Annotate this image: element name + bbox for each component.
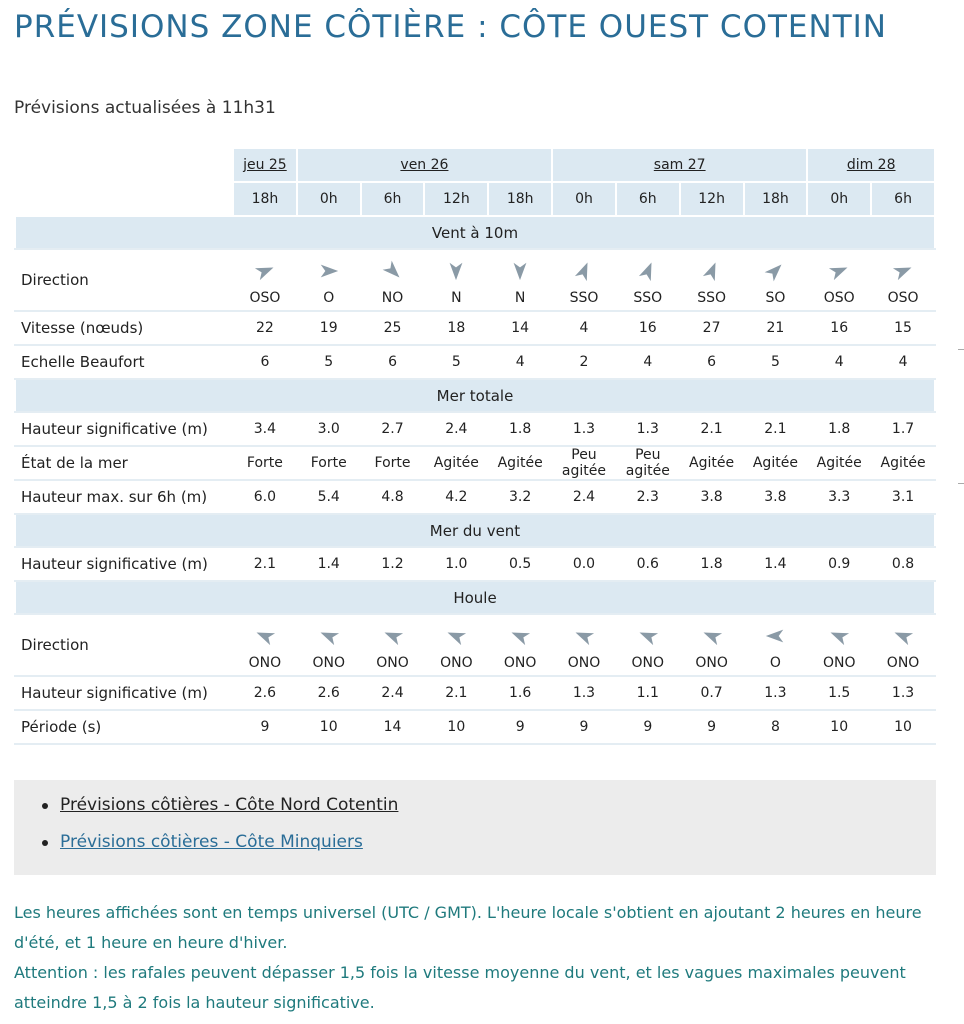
- direction-cell: [233, 614, 297, 676]
- table-cell: 2.6: [233, 676, 297, 710]
- direction-text: ONO: [822, 655, 856, 671]
- table-cell: 5: [744, 345, 808, 379]
- table-cell: 1.3: [616, 412, 680, 446]
- table-cell: 1.3: [552, 412, 616, 446]
- table-cell: Agitée: [871, 446, 935, 480]
- direction-cell: [424, 249, 488, 311]
- table-cell: 0.9: [807, 547, 871, 581]
- edge-mark: [958, 483, 964, 484]
- hour-header: 18h: [488, 182, 552, 216]
- table-cell: 1.3: [552, 676, 616, 710]
- table-cell: 0.6: [616, 547, 680, 581]
- list-item: [42, 831, 936, 853]
- direction-cell: [488, 249, 552, 311]
- table-cell: 2.1: [233, 547, 297, 581]
- table-cell: 1.8: [807, 412, 871, 446]
- table-cell: Agitée: [488, 446, 552, 480]
- table-cell: 6: [361, 345, 425, 379]
- row-label: Echelle Beaufort: [15, 345, 233, 379]
- table-cell: 3.3: [807, 480, 871, 514]
- table-cell: 1.8: [680, 547, 744, 581]
- swell-height-row: [15, 676, 935, 710]
- table-cell: 4: [488, 345, 552, 379]
- table-cell: Agitée: [680, 446, 744, 480]
- row-label: Vitesse (nœuds): [15, 311, 233, 345]
- table-cell: 0.7: [680, 676, 744, 710]
- hour-header: 0h: [552, 182, 616, 216]
- wind-direction-row: [15, 249, 935, 311]
- day-header: sam 27: [552, 148, 807, 182]
- swell-direction-arrow-icon: [828, 625, 850, 647]
- swell-direction-arrow-icon: [764, 625, 786, 647]
- table-cell: 1.5: [807, 676, 871, 710]
- table-cell: 1.6: [488, 676, 552, 710]
- table-cell: 10: [424, 710, 488, 744]
- wind-direction-arrow-icon: [509, 260, 531, 282]
- row-label: État de la mer: [15, 446, 233, 480]
- table-cell: Forte: [233, 446, 297, 480]
- direction-text: SO: [765, 290, 786, 306]
- direction-cell: [616, 614, 680, 676]
- row-label: Hauteur max. sur 6h (m): [15, 480, 233, 514]
- direction-text: ONO: [248, 655, 282, 671]
- sea-state-row: [15, 446, 935, 480]
- wind-direction-arrow-icon: [828, 260, 850, 282]
- table-cell: 9: [680, 710, 744, 744]
- direction-cell: [297, 614, 361, 676]
- swell-direction-arrow-icon: [445, 625, 467, 647]
- swell-direction-arrow-icon: [254, 625, 276, 647]
- row-label: Hauteur significative (m): [15, 547, 233, 581]
- direction-text: OSO: [249, 290, 281, 306]
- table-cell: 9: [552, 710, 616, 744]
- note-utc: Les heures affichées sont en temps universel (UTC / GMT). L'heure locale s'obtient en ajoutant 2 heures en heure d'été, et 1 heure en heure d'hiver.: [14, 903, 922, 952]
- table-cell: 16: [616, 311, 680, 345]
- table-cell: 1.1: [616, 676, 680, 710]
- table-cell: 2: [552, 345, 616, 379]
- swell-period-row: [15, 710, 935, 744]
- link-minquiers[interactable]: Prévisions côtières - Côte Minquiers: [60, 832, 363, 852]
- direction-cell: [871, 614, 935, 676]
- direction-text: ONO: [440, 655, 473, 671]
- table-cell: 22: [233, 311, 297, 345]
- table-cell: 10: [297, 710, 361, 744]
- direction-cell: [680, 614, 744, 676]
- table-cell: 1.4: [297, 547, 361, 581]
- page-title: PRÉVISIONS ZONE CÔTIÈRE : CÔTE OUEST COTENTIN: [14, 9, 887, 45]
- table-cell: 1.7: [871, 412, 935, 446]
- hour-header: 6h: [361, 182, 425, 216]
- hour-header: 18h: [744, 182, 808, 216]
- table-cell: 2.1: [424, 676, 488, 710]
- table-cell: 2.7: [361, 412, 425, 446]
- direction-text: O: [323, 290, 335, 306]
- table-cell: 4: [871, 345, 935, 379]
- section-title: Mer du vent: [15, 514, 935, 547]
- direction-text: N: [451, 290, 462, 306]
- direction-cell: [871, 249, 935, 311]
- day-header: dim 28: [807, 148, 935, 182]
- wind-speed-row: [15, 311, 935, 345]
- direction-text: SSO: [697, 290, 726, 306]
- section-total-sea: [15, 379, 935, 412]
- wind-direction-arrow-icon: [701, 260, 723, 282]
- direction-text: OSO: [887, 290, 919, 306]
- direction-cell: [744, 249, 808, 311]
- table-cell: 14: [361, 710, 425, 744]
- section-wind: [15, 216, 935, 249]
- days-row: [15, 148, 935, 182]
- table-cell: 14: [488, 311, 552, 345]
- table-cell: 0.5: [488, 547, 552, 581]
- hour-header: 12h: [424, 182, 488, 216]
- direction-cell: [552, 614, 616, 676]
- list-item: [42, 794, 936, 816]
- table-cell: 1.2: [361, 547, 425, 581]
- direction-text: ONO: [695, 655, 728, 671]
- swell-direction-arrow-icon: [701, 625, 723, 647]
- direction-cell: [744, 614, 808, 676]
- table-cell: 9: [488, 710, 552, 744]
- wind-direction-arrow-icon: [892, 260, 914, 282]
- hour-header: 0h: [297, 182, 361, 216]
- table-cell: 4: [807, 345, 871, 379]
- row-label: Hauteur significative (m): [15, 412, 233, 446]
- wind-sea-height-row: [15, 547, 935, 581]
- related-links: [14, 780, 936, 875]
- wind-direction-arrow-icon: [637, 260, 659, 282]
- table-cell: 1.3: [871, 676, 935, 710]
- table-cell: 9: [616, 710, 680, 744]
- table-cell: 3.4: [233, 412, 297, 446]
- table-cell: 9: [233, 710, 297, 744]
- direction-cell: [807, 614, 871, 676]
- swell-direction-arrow-icon: [573, 625, 595, 647]
- section-swell: [15, 581, 935, 614]
- row-label: Direction: [15, 249, 233, 311]
- table-cell: Forte: [361, 446, 425, 480]
- table-cell: 2.1: [680, 412, 744, 446]
- wind-direction-arrow-icon: [445, 260, 467, 282]
- direction-cell: [424, 614, 488, 676]
- table-cell: 2.4: [552, 480, 616, 514]
- hour-header: 0h: [807, 182, 871, 216]
- row-label: Hauteur significative (m): [15, 676, 233, 710]
- wind-direction-arrow-icon: [764, 260, 786, 282]
- direction-cell: [297, 249, 361, 311]
- table-cell: 3.0: [297, 412, 361, 446]
- hours-row: [15, 182, 935, 216]
- direction-cell: [680, 249, 744, 311]
- direction-text: ONO: [503, 655, 537, 671]
- swell-direction-arrow-icon: [382, 625, 404, 647]
- table-cell: Agitée: [744, 446, 808, 480]
- swell-direction-arrow-icon: [637, 625, 659, 647]
- section-title: Houle: [15, 581, 935, 614]
- notes: [14, 898, 944, 1018]
- table-cell: 3.8: [744, 480, 808, 514]
- table-cell: 4.8: [361, 480, 425, 514]
- direction-text: SSO: [633, 290, 663, 306]
- table-cell: 19: [297, 311, 361, 345]
- table-cell: Forte: [297, 446, 361, 480]
- table-cell: Agitée: [424, 446, 488, 480]
- hour-header: 12h: [680, 182, 744, 216]
- direction-text: O: [769, 655, 781, 671]
- section-wind-sea: [15, 514, 935, 547]
- direction-cell: [361, 614, 425, 676]
- table-cell: 1.8: [488, 412, 552, 446]
- table-cell: Peu agitée: [552, 446, 616, 480]
- swell-direction-row: [15, 614, 935, 676]
- table-cell: 1.0: [424, 547, 488, 581]
- table-cell: 10: [871, 710, 935, 744]
- wind-direction-arrow-icon: [254, 260, 276, 282]
- direction-text: OSO: [823, 290, 855, 306]
- update-time: Prévisions actualisées à 11h31: [14, 98, 276, 118]
- table-cell: 1.4: [744, 547, 808, 581]
- table-cell: Agitée: [807, 446, 871, 480]
- day-header: ven 26: [297, 148, 552, 182]
- edge-mark: [958, 349, 964, 350]
- table-cell: 6: [680, 345, 744, 379]
- swell-direction-arrow-icon: [892, 625, 914, 647]
- direction-cell: [616, 249, 680, 311]
- direction-text: ONO: [312, 655, 345, 671]
- wind-direction-arrow-icon: [573, 260, 595, 282]
- table-cell: 15: [871, 311, 935, 345]
- table-cell: 5: [424, 345, 488, 379]
- hour-header: 6h: [871, 182, 935, 216]
- table-cell: 5.4: [297, 480, 361, 514]
- table-cell: 6: [233, 345, 297, 379]
- table-cell: 0.8: [871, 547, 935, 581]
- direction-text: ONO: [631, 655, 665, 671]
- table-cell: 21: [744, 311, 808, 345]
- table-cell: 2.4: [361, 676, 425, 710]
- swell-direction-arrow-icon: [509, 625, 531, 647]
- table-cell: 10: [807, 710, 871, 744]
- row-label: Période (s): [15, 710, 233, 744]
- direction-text: ONO: [376, 655, 409, 671]
- table-cell: 2.6: [297, 676, 361, 710]
- swell-direction-arrow-icon: [318, 625, 340, 647]
- section-title: Vent à 10m: [15, 216, 935, 249]
- wind-direction-arrow-icon: [318, 260, 340, 282]
- note-warning: Attention : les rafales peuvent dépasser 1,5 fois la vitesse moyenne du vent, et les vagues maximales peuvent atteindre 1,5 à 2 fois la hauteur significative.: [14, 963, 906, 1012]
- hour-header: 6h: [616, 182, 680, 216]
- table-cell: 5: [297, 345, 361, 379]
- max-height-row: [15, 480, 935, 514]
- table-cell: 6.0: [233, 480, 297, 514]
- direction-text: N: [514, 290, 526, 306]
- direction-cell: [361, 249, 425, 311]
- direction-cell: [552, 249, 616, 311]
- forecast-table: [14, 147, 936, 745]
- table-cell: 4: [552, 311, 616, 345]
- table-cell: 1.3: [744, 676, 808, 710]
- direction-cell: [807, 249, 871, 311]
- table-cell: 25: [361, 311, 425, 345]
- table-cell: 4: [616, 345, 680, 379]
- table-cell: 18: [424, 311, 488, 345]
- direction-cell: [233, 249, 297, 311]
- table-cell: 3.2: [488, 480, 552, 514]
- total-sea-height-row: [15, 412, 935, 446]
- beaufort-row: [15, 345, 935, 379]
- direction-text: ONO: [886, 655, 920, 671]
- hour-header: 18h: [233, 182, 297, 216]
- direction-text: NO: [381, 290, 404, 306]
- table-cell: 8: [744, 710, 808, 744]
- table-cell: 27: [680, 311, 744, 345]
- table-cell: 2.3: [616, 480, 680, 514]
- row-label: Direction: [15, 614, 233, 676]
- table-cell: Peu agitée: [616, 446, 680, 480]
- direction-cell: [488, 614, 552, 676]
- table-cell: 0.0: [552, 547, 616, 581]
- table-cell: 16: [807, 311, 871, 345]
- table-cell: 2.4: [424, 412, 488, 446]
- section-title: Mer totale: [15, 379, 935, 412]
- direction-text: SSO: [569, 290, 599, 306]
- table-cell: 3.1: [871, 480, 935, 514]
- day-header: jeu 25: [233, 148, 297, 182]
- table-cell: 2.1: [744, 412, 808, 446]
- wind-direction-arrow-icon: [382, 260, 404, 282]
- direction-text: ONO: [567, 655, 601, 671]
- table-cell: 3.8: [680, 480, 744, 514]
- link-nord-cotentin[interactable]: Prévisions côtières - Côte Nord Cotentin: [60, 795, 399, 815]
- table-cell: 4.2: [424, 480, 488, 514]
